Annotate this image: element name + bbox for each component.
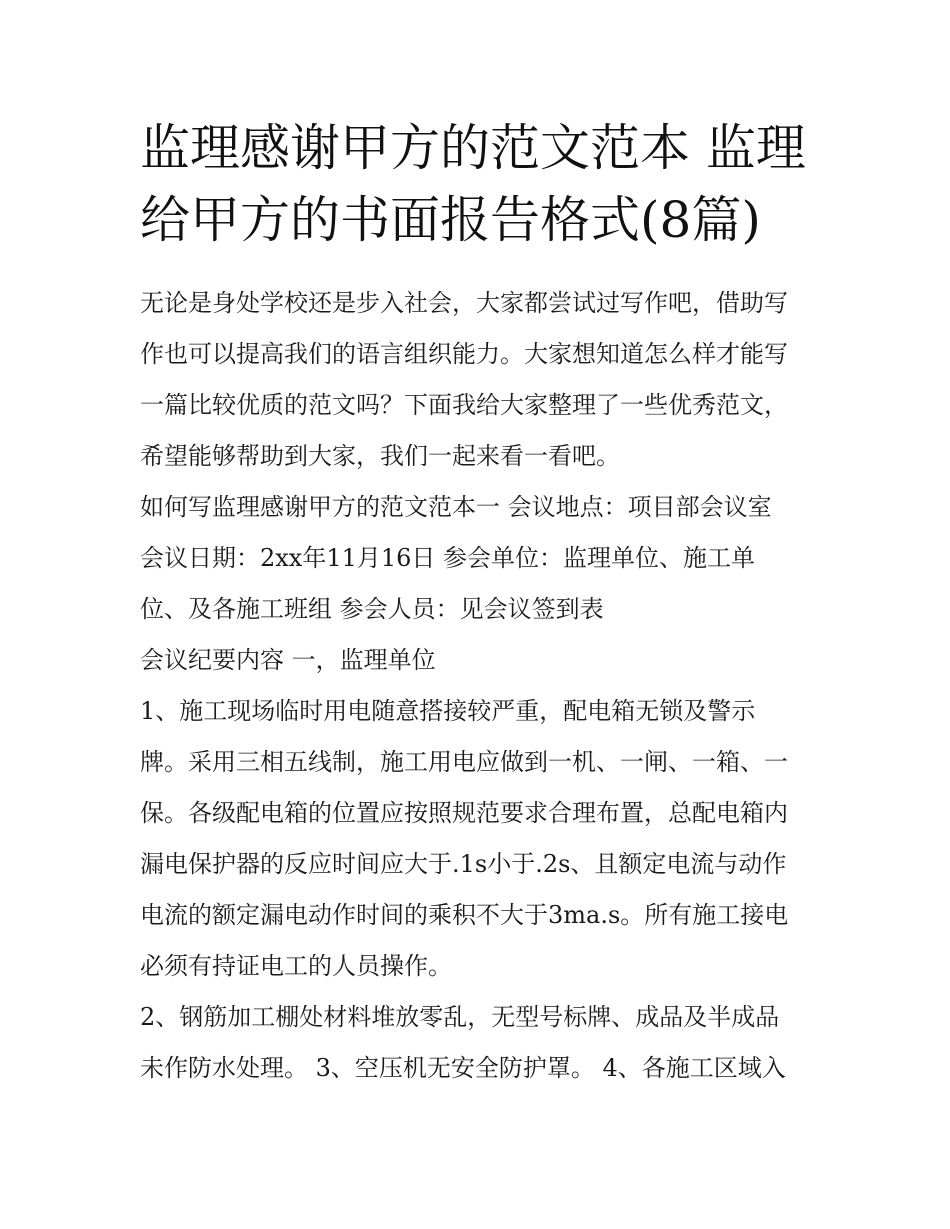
body-line-item1-c: 保。各级配电箱的位置应按照规范要求合理布置，总配电箱内 (140, 799, 788, 827)
body-line-item1-f: 必须有持证电工的人员操作。 (140, 952, 452, 980)
body-line-intro-2: 作也可以提高我们的语言组织能力。大家想知道怎么样才能写 (140, 340, 788, 368)
title-line-1: 监理感谢甲方的范文范本 监理 (140, 119, 806, 177)
document-title (140, 112, 820, 256)
body-line-attendees: 位、及各施工班组 参会人员：见会议签到表 (140, 595, 604, 623)
body-line-meeting-place: 如何写监理感谢甲方的范文范本一 会议地点：项目部会议室 (140, 493, 772, 521)
body-line-minutes-heading: 会议纪要内容 一，监理单位 (140, 646, 436, 674)
body-line-item1-a: 1、施工现场临时用电随意搭接较严重，配电箱无锁及警示 (140, 697, 756, 725)
title-line-2: 给甲方的书面报告格式(8篇) (140, 191, 761, 249)
body-line-item1-e: 电流的额定漏电动作时间的乘积不大于3ma.s。所有施工接电 (140, 901, 789, 929)
body-line-item1-b: 牌。采用三相五线制，施工用电应做到一机、一闸、一箱、一 (140, 748, 788, 776)
body-line-item1-d: 漏电保护器的反应时间应大于.1s小于.2s、且额定电流与动作 (140, 850, 787, 878)
body-line-intro-1: 无论是身处学校还是步入社会，大家都尝试过写作吧，借助写 (140, 289, 788, 317)
document-body (140, 278, 820, 1094)
body-line-item2-b: 未作防水处理。 3、空压机无安全防护罩。 4、各施工区域入 (140, 1054, 786, 1082)
document-content (140, 112, 820, 1094)
body-line-meeting-date: 会议日期：2xx年11月16日 参会单位：监理单位、施工单 (140, 544, 756, 572)
body-line-intro-4: 希望能够帮助到大家，我们一起来看一看吧。 (140, 442, 620, 470)
body-line-intro-3: 一篇比较优质的范文吗？下面我给大家整理了一些优秀范文， (140, 391, 788, 419)
body-line-item2-a: 2、钢筋加工棚处材料堆放零乱，无型号标牌、成品及半成品 (140, 1003, 780, 1031)
